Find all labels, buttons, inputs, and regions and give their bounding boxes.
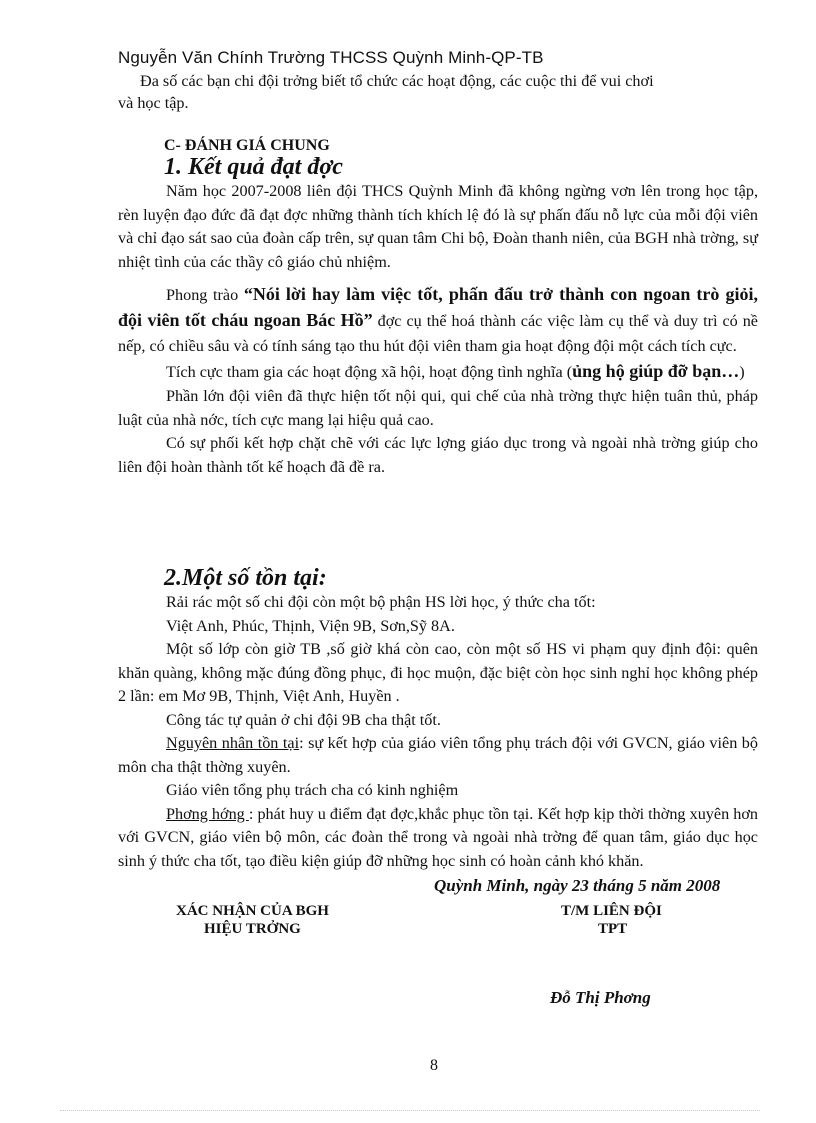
direction-label: Phơng hớng — [166, 804, 249, 823]
cause-label: Nguyên nhân tồn tại — [166, 734, 300, 752]
union-title: T/M LIÊN ĐỘI — [561, 903, 662, 919]
section-c-body — [118, 180, 758, 479]
cause-paragraph: Nguyên nhân tồn tại: sự kết hợp của giáo viên tổng phụ trách đội với GVCN, giáo viên bộ môn cha thật thờng xuyên. — [118, 734, 758, 776]
approval-subtitle: HIỆU TRỞNG — [204, 921, 301, 937]
page-header: Nguyễn Văn Chính Trường THCSS Quỳnh Minh-QP-TB — [118, 48, 544, 67]
intro-line-1: Đa số các bạn chi đội trởng biết tổ chức các hoạt động, các cuộc thi để vui chơi — [140, 72, 654, 90]
paragraph-movement: Phong trào “Nói lời hay làm việc tốt, phấn đấu trở thành con ngoan trò giỏi, đội viên tốt cháu ngoan Bác Hồ” đợc cụ thể hoá thành các việc làm cụ thể và duy trì có nề nếp, có chiều sâu và có tính sáng tạo thu hút đội viên tham gia hoạt động đội một cách tích cực. — [118, 284, 758, 355]
issue-paragraph: Một số lớp còn giờ TB ,số giờ khá còn cao, còn một số HS vi phạm quy định đội: quên khăn quàng, không mặc đúng đồng phục, đi học muộn, đặc biệt còn học sinh nghỉ học không phép 2 lần: em Mơ 9B, Thịnh, Việt Anh, Huyền . — [118, 640, 758, 705]
paragraph-achievements: Năm học 2007-2008 liên đội THCS Quỳnh Minh đã không ngừng vơn lên trong học tập, rèn luyện đạo đức đã đạt đợc những thành tích khích lệ đó là sự phấn đấu nỗ lực của mỗi đội viên và chỉ đạo sát sao của đoàn cấp trên, sự quan tâm Chi bộ, Đoàn thanh niên, của BGH nhà trờng, sự nhiệt tình của các thầy cô giáo chủ nhiệm. — [118, 182, 758, 271]
direction-paragraph: Phơng hớng : phát huy u điểm đạt đợc,khắc phục tồn tại. Kết hợp kịp thời thờng xuyên hơn với GVCN, giáo viên bộ môn, các đoàn thể trong và ngoài nhà trờng để quan tâm, giáo dục học sinh ý thức cha tốt, tạo điều kiện giúp đỡ những học sinh có hoàn cảnh khó khăn. — [118, 804, 758, 870]
issue-line-6: Giáo viên tổng phụ trách cha có kinh nghiệm — [166, 781, 459, 799]
section-2-body — [118, 591, 758, 873]
issue-line-1: Rải rác một số chi đội còn một bộ phận HS lời học, ý thức cha tốt: — [166, 593, 596, 611]
approval-title: XÁC NHẬN CỦA BGH — [176, 903, 329, 919]
page-number: 8 — [430, 1057, 438, 1074]
paragraph-rules: Phần lớn đội viên đã thực hiện tốt nội qui, qui chế của nhà trờng thực hiện tuân thủ, pháp luật của nhà nớc, tích cực mang lại hiệu quả cao. — [118, 387, 758, 429]
footer-divider — [60, 1110, 760, 1111]
section-c-subtitle: 1. Kết quả đạt đợc — [164, 154, 343, 180]
intro-line-2: và học tập. — [118, 94, 189, 112]
section-c-title: C- ĐÁNH GIÁ CHUNG — [164, 137, 330, 154]
issue-line-2: Việt Anh, Phúc, Thịnh, Viện 9B, Sơn,Sỹ 8A. — [166, 616, 455, 635]
section-2-title: 2.Một số tồn tại: — [164, 565, 327, 591]
union-subtitle: TPT — [598, 921, 628, 937]
paragraph-coordination: Có sự phối kết hợp chặt chẽ với các lực lợng giáo dục trong và ngoài nhà trờng giúp cho liên đội hoàn thành tốt kế hoạch đã đề ra. — [118, 434, 758, 476]
signer-name: Đỗ Thị Phơng — [550, 988, 651, 1007]
paragraph-social: Tích cực tham gia các hoạt động xã hội, hoạt động tình nghĩa (ủng hộ giúp đỡ bạn…) — [166, 361, 745, 381]
issue-line-4: Công tác tự quản ở chi đội 9B cha thật tốt. — [166, 710, 441, 729]
date-line: Quỳnh Minh, ngày 23 tháng 5 năm 2008 — [434, 876, 721, 895]
